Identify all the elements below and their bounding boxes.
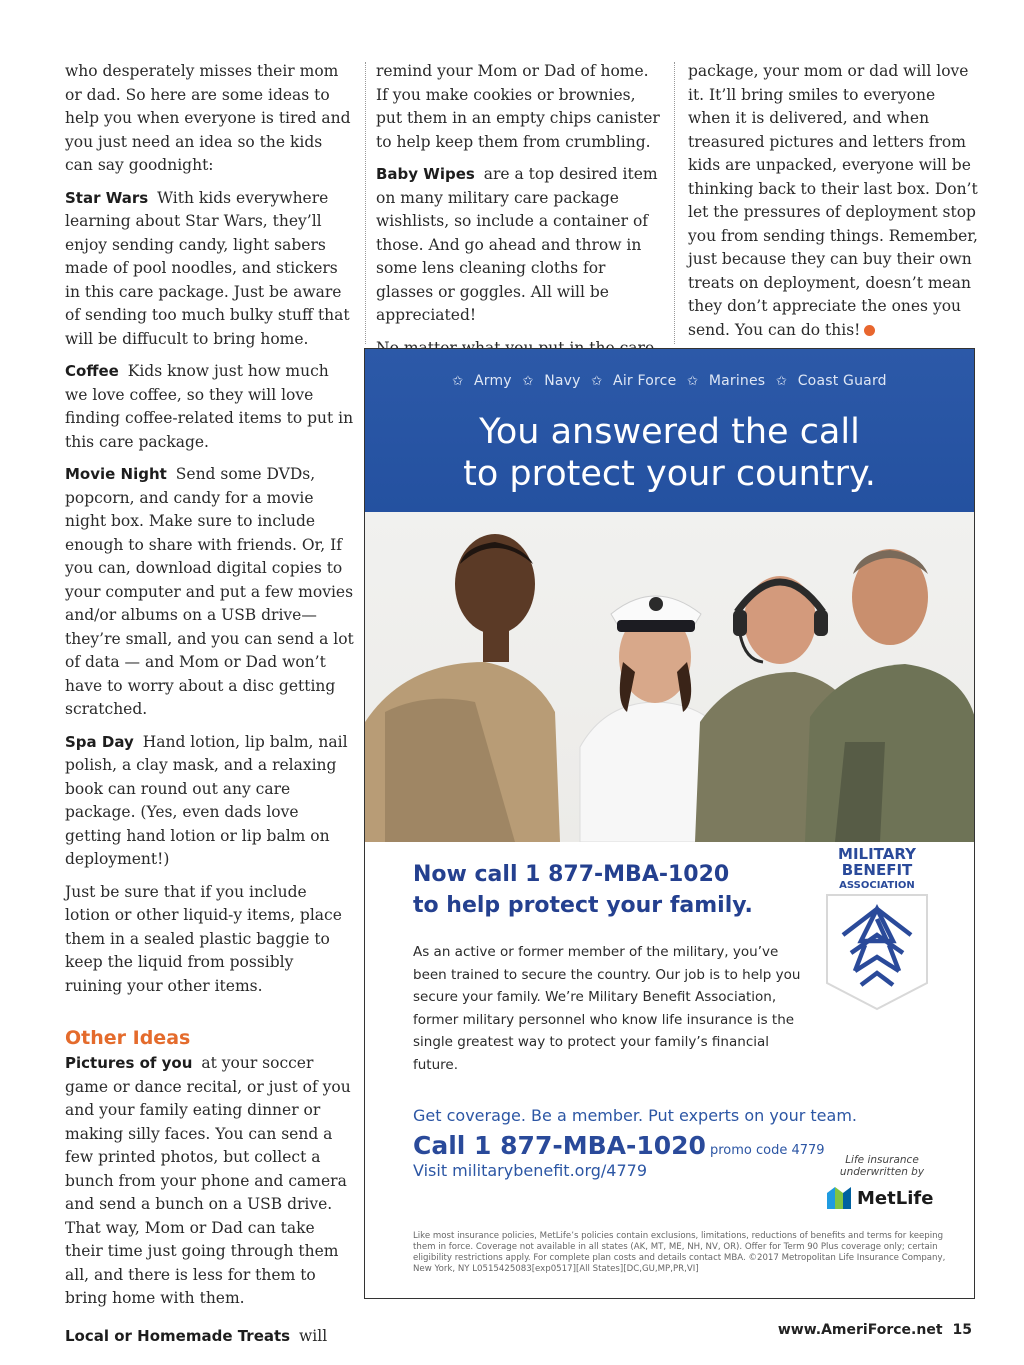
cta-heading [413,859,773,921]
metlife-wordmark: MetLife [857,1187,934,1209]
idea-baby-wipes [376,163,661,328]
article-column-1 [65,60,355,1357]
idea-text: Send some DVDs, popcorn, and candy for a movie night box. Make sure to include enough to share with friends. Or, If you can, download digital copies to your computer and put a few movies and/or albums on a USB drive—they’re small, and you can send a lot of data — and Mom or Dad won’t have to worry about a disc getting scratched. [65,465,354,718]
idea-pictures [65,1052,355,1311]
idea-lead: Coffee [65,362,119,380]
end-of-article-dot-icon [864,325,875,336]
idea-coffee [65,360,355,454]
idea-text: will [299,1326,328,1345]
ad-headline [365,411,974,495]
site-url: www.AmeriForce.net [777,1322,943,1338]
service-members-illustration [365,512,974,842]
idea-text: Hand lotion, lip balm, nail polish, a clay mask, and a relaxing book can round out any care package. (Yes, even dads love getting hand lotion or lip balm on deployment!) [65,732,348,868]
page-number: 15 [952,1322,972,1338]
idea-text: are a top desired item on many military care package wishlists, so include a container of those. And go ahead and throw in some lens cleaning cloths for glasses or goggles. All will be appreciated! [376,165,658,324]
idea-spa-day [65,731,355,872]
headline-line-1: You answered the call [479,412,860,452]
ad-tagline: Get coverage. Be a member. Put experts on your team. [413,1106,857,1125]
star-icon: ✩ [775,374,788,389]
star-icon: ✩ [687,374,699,389]
star-icon: ✩ [452,374,464,389]
idea-local-treats [65,1325,355,1349]
mba-advertisement [364,348,975,1299]
article-column-3 [688,60,978,351]
visit-url[interactable]: Visit militarybenefit.org/4779 [413,1161,647,1180]
star-icon: ✩ [591,374,603,389]
call-number: Call 1 877-MBA-1020 [413,1131,706,1160]
logo-word-2: BENEFIT [841,861,913,879]
closing-text: package, your mom or dad will love it. It’ll bring smiles to everyone when it is delivered, and when treasured pictures and letters from kids are unpacked, everyone will be thinking back to their last box. Don’t let the pressures of deployment stop you from sending things. Remember, just because they can buy their own treats on deployment, doesn’t mean they don’t appreciate the ones you send. You can do this! [688,62,978,339]
ad-disclaimer: Like most insurance policies, MetLife’s policies contain exclusions, limitations, reductions of benefits and terms for keeping them in force. Coverage not available in all states (AK, MT, ME, NH, NV, OR). Offer for Term 90 Plus coverage only; certain eligibility restrictions apply. For complete plan costs and details contact MBA. ©2017 Metropolitan Life Insurance Company, New York, NY L0515425083[exp0517][All States][DC,GU,MP,PR,VI] [413,1231,946,1274]
idea-lead: Movie Night [65,465,167,483]
idea-text: at your soccer game or dance recital, or just of you and your family eating dinner or making silly faces. You can send a few printed photos, but collect a bunch from your phone and camera and send a bunch on a USB drive. That way, Mom or Dad can take their time just going through them all, and there is less for them to bring home with them. [65,1054,351,1307]
cta-line-1: Now call 1 877-MBA-1020 [413,862,730,887]
call-line [413,1131,825,1160]
headline-line-2: to protect your country. [463,454,876,494]
idea-movie-night [65,463,355,722]
column-divider [365,62,366,344]
branch-marines: Marines [708,373,766,389]
intro-paragraph: who desperately misses their mom or dad. So here are some ideas to help you when everyone is tired and you just need an idea so the kids can say goodnight: [65,62,351,174]
branch-navy: Navy [544,373,581,389]
homemade-paragraph: remind your Mom or Dad of home. If you make cookies or brownies, put them in an empty chips canister to help keep them from crumbling. [376,62,660,151]
metlife-logo [827,1187,933,1209]
branch-army: Army [473,373,512,389]
branches-row [365,373,974,389]
idea-lead: Spa Day [65,732,134,751]
logo-word-3: ASSOCIATION [839,880,915,891]
closing-paragraph [688,60,978,342]
ad-body-copy: As an active or former member of the military, you’ve been trained to secure the country. Our job is to help you secure your family. We’re Military Benefit Association, former military personnel who know life insurance is the single greatest way to protect your family’s financial future. [413,944,801,1073]
liquid-note: Just be sure that if you include lotion or other liquid-y items, place them in a sealed plastic baggie to keep the liquid from possibly ruining your other items. [65,882,342,995]
idea-star-wars [65,187,355,352]
logo-word-1: MILITARY [838,845,916,863]
idea-text: With kids everywhere learning about Star Wars, they’ll enjoy sending candy, light sabers made of pool noodles, and stickers in this care package. Just be aware of sending too much bulky stuff that will be diffucult to bring home. [65,188,350,348]
underwritten-by-label: Life insurance underwritten by [839,1154,925,1178]
page-footer [778,1322,972,1338]
idea-lead: Star Wars [65,188,149,207]
service-members-photo [365,512,974,842]
ad-banner [365,349,974,512]
article-column-2 [376,60,661,369]
military-benefit-association-logo [821,843,933,1011]
idea-text: Kids know just how much we love coffee, so they will love finding coffee-related items to put in this care package. [65,362,354,451]
column-divider [674,62,675,344]
idea-lead: Pictures of you [65,1054,193,1072]
metlife-mark-icon [827,1187,851,1209]
branch-air-force: Air Force [613,373,677,389]
star-icon: ✩ [522,374,534,389]
branch-coast-guard: Coast Guard [797,373,887,389]
promo-code: promo code 4779 [709,1143,825,1158]
other-ideas-heading: Other Ideas [65,1027,191,1049]
idea-lead: Baby Wipes [376,165,475,183]
idea-lead: Local or Homemade Treats [65,1326,291,1345]
cta-line-2: to help protect your family. [413,893,753,918]
